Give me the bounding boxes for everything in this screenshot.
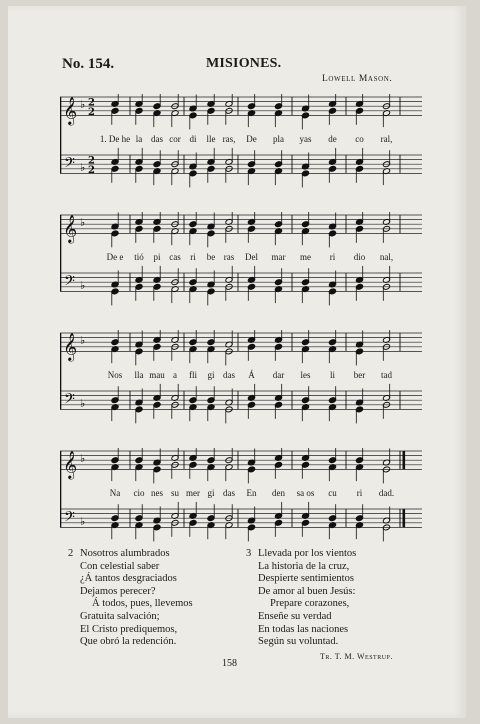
staff-graphic xyxy=(60,212,422,332)
staff-graphic xyxy=(60,94,422,214)
lyric-syllable: Na xyxy=(109,488,121,498)
verse-line: Dejamos perecer? xyxy=(80,585,156,597)
verse-line: ¿Á tantos desgraciados xyxy=(80,573,177,585)
staff-graphic xyxy=(60,330,422,450)
lyric-syllable: das xyxy=(223,488,235,498)
lyric-syllable: das xyxy=(223,370,235,380)
verse-line: Según su voluntad. xyxy=(258,636,339,648)
bass-clef-icon: 𝄢 xyxy=(64,390,75,411)
verse-line: De amor al buen Jesús: xyxy=(258,585,356,597)
lyric-syllable: di xyxy=(189,134,197,144)
lyric-syllable: co xyxy=(355,134,364,144)
lyric-syllable: cor xyxy=(169,134,181,144)
flat-icon: ♭ xyxy=(80,452,86,466)
lyric-syllable: De e xyxy=(106,252,124,262)
treble-clef-icon: 𝄞 xyxy=(63,332,78,361)
treble-clef-icon: 𝄞 xyxy=(63,96,78,125)
lyric-syllable: tió xyxy=(134,252,144,262)
lyric-syllable: mar xyxy=(271,252,286,262)
time-signature-bottom: 2 xyxy=(88,106,95,118)
lyric-syllable: pi xyxy=(153,252,161,262)
music-system-2 xyxy=(60,212,422,332)
verse-line: Á todos, pues, llevemos xyxy=(92,598,193,610)
flat-icon: ♭ xyxy=(80,98,86,112)
lyric-line-3 xyxy=(60,370,422,382)
flat-icon: ♭ xyxy=(80,514,86,528)
composer-credit: Lowell Mason. xyxy=(322,74,393,84)
treble-clef-icon: 𝄞 xyxy=(63,214,78,243)
verse-line: Con celestial saber xyxy=(80,560,160,572)
verse-line: Nosotros alumbrados xyxy=(80,548,170,559)
lyric-syllable: ri xyxy=(190,252,196,262)
lyric-syllable: la xyxy=(135,134,143,144)
lyric-syllable: les xyxy=(300,370,311,380)
verse-2 xyxy=(68,548,193,649)
flat-icon: ♭ xyxy=(80,160,86,174)
lyric-syllable: 1. De he xyxy=(99,134,131,144)
verse-line: Gratuita salvación; xyxy=(80,610,160,622)
verse-line: La historia de la cruz, xyxy=(258,560,350,572)
final-bar-line xyxy=(403,451,406,469)
lyric-line-4 xyxy=(60,488,422,500)
verse-line: Despierte sentimientos xyxy=(258,573,354,585)
verse-number: 2 xyxy=(68,548,74,559)
lyric-syllable: dio xyxy=(353,252,366,262)
lyric-syllable: mau xyxy=(149,370,165,380)
bass-clef-icon: 𝄢 xyxy=(64,154,75,175)
lyric-syllable: a xyxy=(173,370,177,380)
flat-icon: ♭ xyxy=(80,278,86,292)
time-signature-bottom: 2 xyxy=(88,164,95,176)
lyric-syllable: ri xyxy=(329,252,336,262)
lyric-syllable: tad xyxy=(381,370,392,380)
lyric-syllable: nal, xyxy=(379,252,394,262)
flat-icon: ♭ xyxy=(80,396,86,410)
lyric-syllable: lle xyxy=(206,134,216,144)
lyric-syllable: cas xyxy=(169,252,181,262)
lyric-syllable: pla xyxy=(273,134,284,144)
verse-line: El Cristo prediquemos, xyxy=(80,623,178,635)
verse-line: En todas las naciones xyxy=(258,623,349,635)
lyric-line-1 xyxy=(60,134,422,146)
lyric-syllable: das xyxy=(151,134,163,144)
lyric-syllable: cio xyxy=(133,488,145,498)
lyric-syllable: ras, xyxy=(222,134,236,144)
lyric-syllable: ras xyxy=(223,252,235,262)
time-signature-top: 2 xyxy=(88,97,95,109)
lyric-syllable: gi xyxy=(207,370,215,380)
hymn-number: No. 154. xyxy=(62,56,115,72)
lyric-syllable: li xyxy=(329,370,336,380)
hymn-page xyxy=(8,6,466,718)
verse-number: 3 xyxy=(246,548,252,559)
lyric-syllable: cu xyxy=(328,488,337,498)
lyric-syllable: ber xyxy=(353,370,366,380)
translator-credit: Tr. T. M. Westrup. xyxy=(320,652,393,661)
lyric-syllable: be xyxy=(206,252,216,262)
verse-3 xyxy=(246,548,357,649)
lyric-syllable: me xyxy=(300,252,311,262)
verse-line: Que obró la redención. xyxy=(80,636,177,648)
music-system-1 xyxy=(60,94,422,214)
music-system-3 xyxy=(60,330,422,450)
verse-line: Enseñe su verdad xyxy=(258,610,332,622)
bass-clef-icon: 𝄢 xyxy=(64,272,75,293)
lyric-syllable: En xyxy=(246,488,257,498)
hymn-title: MISIONES. xyxy=(206,56,282,71)
verse-line: Llevada por los vientos xyxy=(258,548,357,559)
lyric-syllable: dar xyxy=(272,370,285,380)
lyric-syllable: yas xyxy=(299,134,312,144)
lyric-line-2 xyxy=(60,252,422,264)
lyric-syllable: De xyxy=(246,134,257,144)
lyric-syllable: Á xyxy=(248,370,255,380)
lyric-syllable: de xyxy=(328,134,337,144)
lyric-syllable: mer xyxy=(186,488,200,498)
treble-clef-icon: 𝄞 xyxy=(63,450,78,479)
time-signature-top: 2 xyxy=(88,155,95,167)
page-number: 158 xyxy=(222,658,237,669)
lyric-syllable: ri xyxy=(356,488,363,498)
lyric-syllable: gi xyxy=(207,488,215,498)
lyric-syllable: nes xyxy=(151,488,163,498)
verse-line: Prepare corazones, xyxy=(270,598,350,610)
bass-clef-icon: 𝄢 xyxy=(64,508,75,529)
lyric-syllable: lla xyxy=(134,370,144,380)
lyric-syllable: dad. xyxy=(378,488,395,498)
flat-icon: ♭ xyxy=(80,216,86,230)
final-bar-line xyxy=(403,509,406,527)
lyric-syllable: sa os xyxy=(296,488,315,498)
lyric-syllable: den xyxy=(272,488,285,498)
lyric-syllable: ral, xyxy=(380,134,393,144)
flat-icon: ♭ xyxy=(80,334,86,348)
lyric-syllable: su xyxy=(170,488,180,498)
lyric-syllable: Nos xyxy=(107,370,123,380)
lyric-syllable: Del xyxy=(245,252,258,262)
lyric-syllable: fli xyxy=(189,370,197,380)
